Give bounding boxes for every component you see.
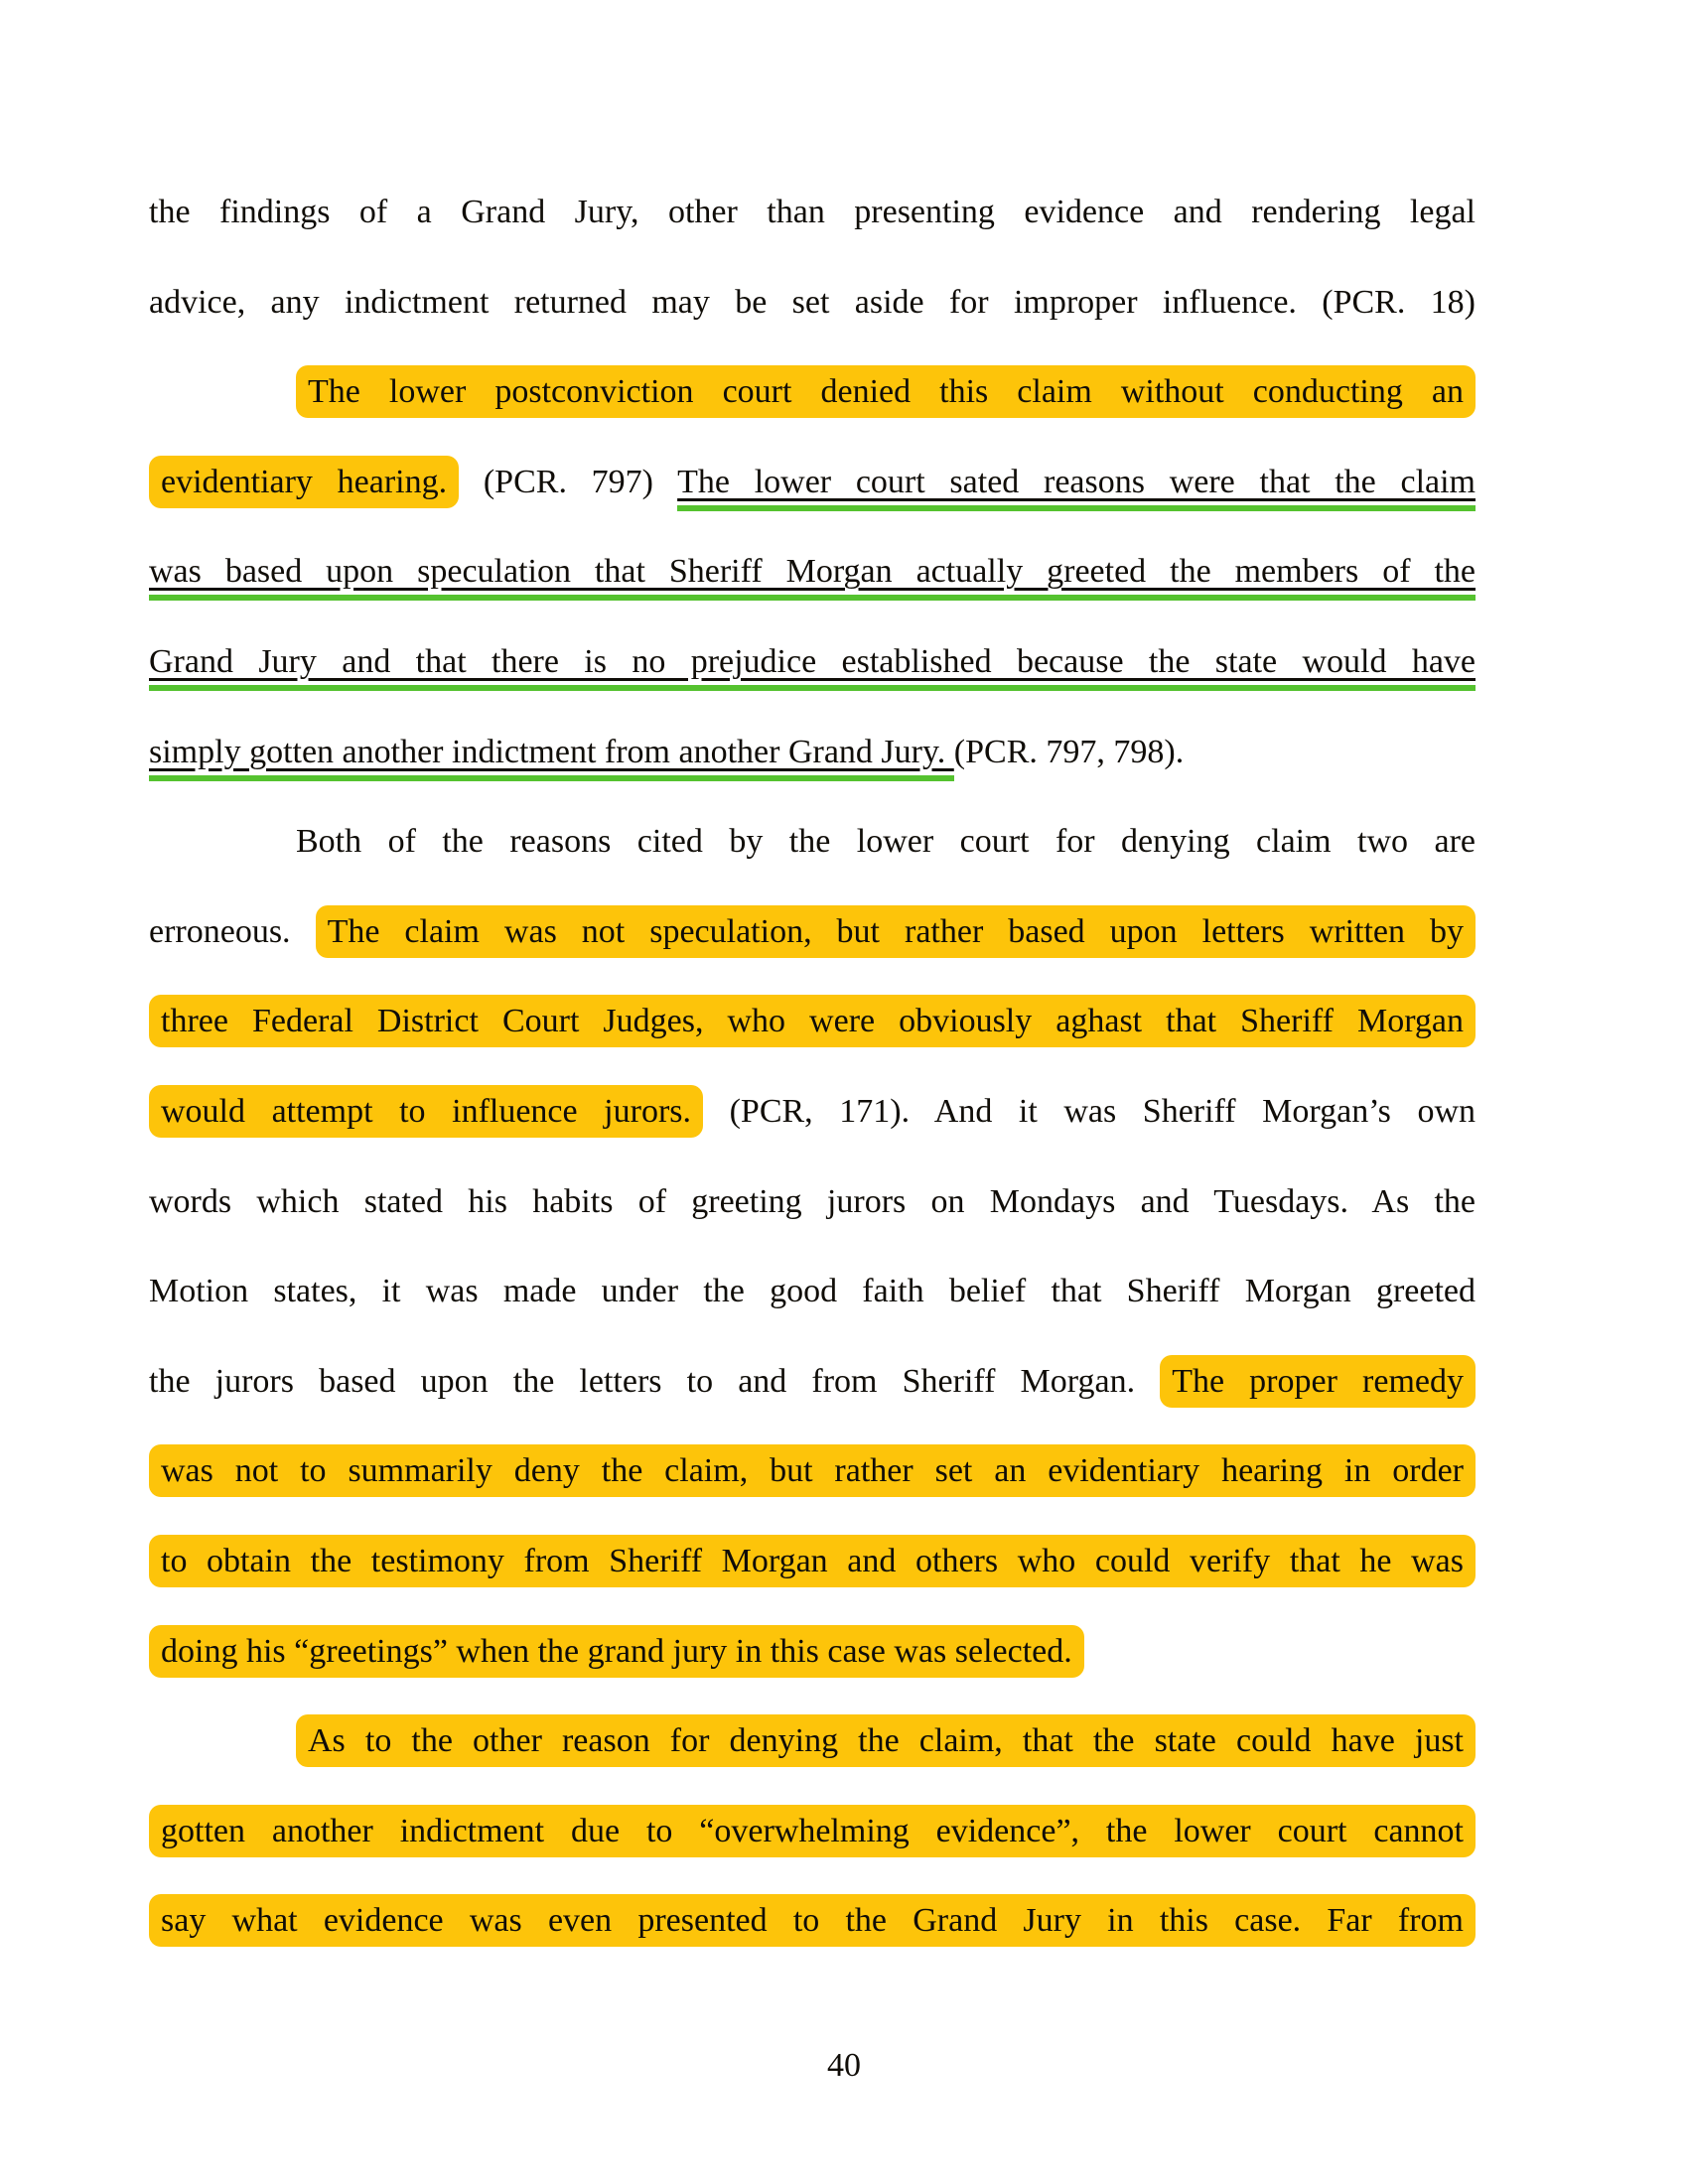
underlined-text: was based upon speculation that Sheriff Morgan actually greeted the members of the: [149, 553, 1476, 601]
text-line: [149, 1537, 1476, 1586]
highlighted-text: evidentiary hearing.: [149, 456, 459, 508]
text-line: [149, 1896, 1476, 1946]
text-line: [149, 1807, 1476, 1856]
text-line: [149, 278, 1476, 328]
text-line: [149, 188, 1476, 237]
text-line: [149, 817, 1476, 867]
highlighted-text: three Federal District Court Judges, who were obviously aghast that Sheriff Morgan: [149, 995, 1476, 1047]
text-segment: Motion states, it was made under the good faith belief that Sheriff Morgan greeted: [149, 1273, 1476, 1310]
text-segment: Both of the reasons cited by the lower court for denying claim two are: [296, 823, 1476, 861]
highlighted-text: The lower postconviction court denied this claim without conducting an: [296, 365, 1476, 418]
highlighted-text: The proper remedy: [1160, 1355, 1476, 1408]
text-line: [149, 458, 1476, 507]
text-line: [149, 1267, 1476, 1316]
text-line: [149, 1177, 1476, 1227]
highlighted-text: was not to summarily deny the claim, but rather set an evidentiary hearing in order: [149, 1444, 1476, 1497]
underlined-text: Grand Jury and that there is no prejudice established because the state would have: [149, 643, 1476, 691]
underlined-text: The lower court sated reasons were that the claim: [677, 464, 1476, 511]
highlighted-text: to obtain the testimony from Sheriff Morgan and others who could verify that he was: [149, 1535, 1476, 1587]
text-line: [149, 1446, 1476, 1496]
text-line: [149, 1357, 1476, 1407]
text-segment: erroneous.: [149, 912, 316, 950]
text-segment: advice, any indictment returned may be set aside for improper influence. (PCR. 18): [149, 283, 1476, 321]
text-segment: (PCR, 171). And it was Sheriff Morgan’s own: [703, 1093, 1476, 1130]
text-line: [149, 1716, 1476, 1766]
text-segment: (PCR. 797, 798).: [953, 733, 1185, 770]
text-segment: words which stated his habits of greeting jurors on Mondays and Tuesdays. As the: [149, 1182, 1476, 1220]
page-number: 40: [827, 2047, 861, 2084]
text-line: [149, 367, 1476, 417]
highlighted-text: say what evidence was even presented to the Grand Jury in this case. Far from: [149, 1894, 1476, 1947]
underlined-text: simply gotten another indictment from another Grand Jury.: [149, 734, 954, 781]
text-line: [149, 997, 1476, 1046]
text-line: [149, 1087, 1476, 1137]
highlighted-text: gotten another indictment due to “overwhelming evidence”, the lower court cannot: [149, 1805, 1476, 1857]
highlighted-text: The claim was not speculation, but rather based upon letters written by: [316, 905, 1476, 958]
text-line: [149, 637, 1476, 687]
text-line: [149, 1627, 1476, 1677]
text-segment: the findings of a Grand Jury, other than presenting evidence and rendering legal: [149, 194, 1476, 230]
highlighted-text: would attempt to influence jurors.: [149, 1085, 703, 1138]
text-line: [149, 547, 1476, 597]
text-line: [149, 728, 1476, 777]
highlighted-text: doing his “greetings” when the grand jury in this case was selected.: [149, 1625, 1084, 1678]
text-line: [149, 907, 1476, 957]
highlighted-text: As to the other reason for denying the claim, that the state could have just: [296, 1714, 1476, 1767]
text-segment: the jurors based upon the letters to and from Sheriff Morgan.: [149, 1362, 1161, 1400]
text-segment: (PCR. 797): [459, 463, 678, 500]
